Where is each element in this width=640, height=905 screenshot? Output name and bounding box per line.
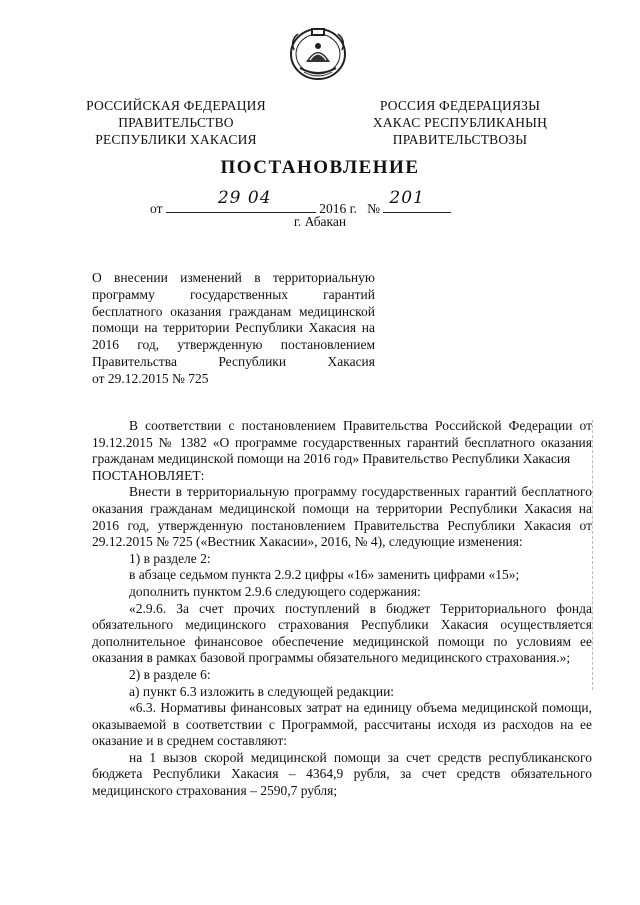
- header-right-line: ПРАВИТЕЛЬСТВОЗЫ: [392, 132, 528, 147]
- paragraph: Внести в территориальную программу государственных гарантий бесплатного оказания гражданам медицинской помощи на территории Республики Хакасия на 2016 год, утвержденную постановлением Правительства Республики Хакасия от 29.12.2015 № 725 («Вестник Хакасии», 2016, № 4), следующие изменения:: [92, 484, 592, 550]
- header-right: [362, 97, 558, 148]
- paragraph: дополнить пунктом 2.9.6 следующего содержания:: [129, 583, 421, 599]
- paragraph: В соответствии с постановлением Правительства Российской Федерации от 19.12.2015 № 1382 «О программе государственных гарантий бесплатного оказания гражданам медицинской помощи на 2016 год» Правительство Республики Хакасия: [92, 418, 592, 467]
- handwritten-date: 29 04: [217, 188, 272, 208]
- coat-of-arms-emblem: [288, 24, 348, 82]
- header-left-line: ПРАВИТЕЛЬСТВО: [118, 115, 234, 130]
- header-left-line: РЕСПУБЛИКИ ХАКАСИЯ: [95, 132, 257, 147]
- subject-line: О внесении изменений в территориальную: [92, 270, 375, 285]
- city: г. Абакан: [293, 214, 347, 229]
- paragraph: 1) в разделе 2:: [129, 550, 211, 566]
- paragraph: 2) в разделе 6:: [129, 666, 211, 682]
- subject-line: бесплатного оказания гражданам медицинской: [92, 303, 375, 319]
- number-sign: №: [367, 201, 381, 216]
- paragraph: на 1 вызов скорой медицинской помощи за счет средств республиканского бюджета Республики Хакасия – 4364,9 рубля, за счет средств обязательного медицинского страхования – 2590,7 рубля;: [92, 749, 592, 799]
- subject-line: Правительства Республики Хакасия: [92, 353, 375, 369]
- paragraph-decree: ПОСТАНОВЛЯЕТ:: [92, 467, 205, 483]
- date-prefix: от: [150, 201, 163, 216]
- number-field: [383, 188, 451, 213]
- document-body: [92, 418, 592, 800]
- document-title: ПОСТАНОВЛЕНИЕ: [220, 157, 420, 178]
- header-left: [78, 97, 274, 148]
- paragraph: «2.9.6. За счет прочих поступлений в бюджет Территориального фонда обязательного медицинского страхования Республики Хакасия осуществляется дополнительное финансовое обеспечение медицинской помощи по условиям ее оказания в рамках базовой программы обязательного медицинского страхования.»;: [92, 600, 592, 666]
- header-left-line: РОССИЙСКАЯ ФЕДЕРАЦИЯ: [86, 98, 266, 113]
- paragraph: «6.3. Нормативы финансовых затрат на единицу объема медицинской помощи, оказываемой в соответствии с Программой, рассчитаны исходя из расходов на ее оказание и в среднем составляют:: [92, 700, 592, 749]
- date-field: [166, 188, 316, 213]
- header-right-line: ХАКАС РЕСПУБЛИКАНЫҢ: [372, 115, 548, 130]
- subject-line: программу государственных гарантий: [92, 286, 375, 302]
- subject-line: помощи на территории Республики Хакасия на: [92, 320, 375, 336]
- subject-line: 2016 год, утвержденную постановлением: [92, 337, 375, 353]
- subject-block: [92, 270, 375, 388]
- paragraph: в абзаце седьмом пункта 2.9.2 цифры «16» заменить цифрами «15»;: [129, 567, 520, 583]
- handwritten-number: 201: [389, 188, 425, 208]
- header-right-line: РОССИЯ ФЕДЕРАЦИЯЗЫ: [379, 98, 541, 113]
- paragraph: а) пункт 6.3 изложить в следующей редакции:: [129, 683, 395, 699]
- margin-mark: [592, 420, 593, 690]
- date-year: 2016 г.: [319, 201, 357, 216]
- subject-line: от 29.12.2015 № 725: [92, 370, 209, 386]
